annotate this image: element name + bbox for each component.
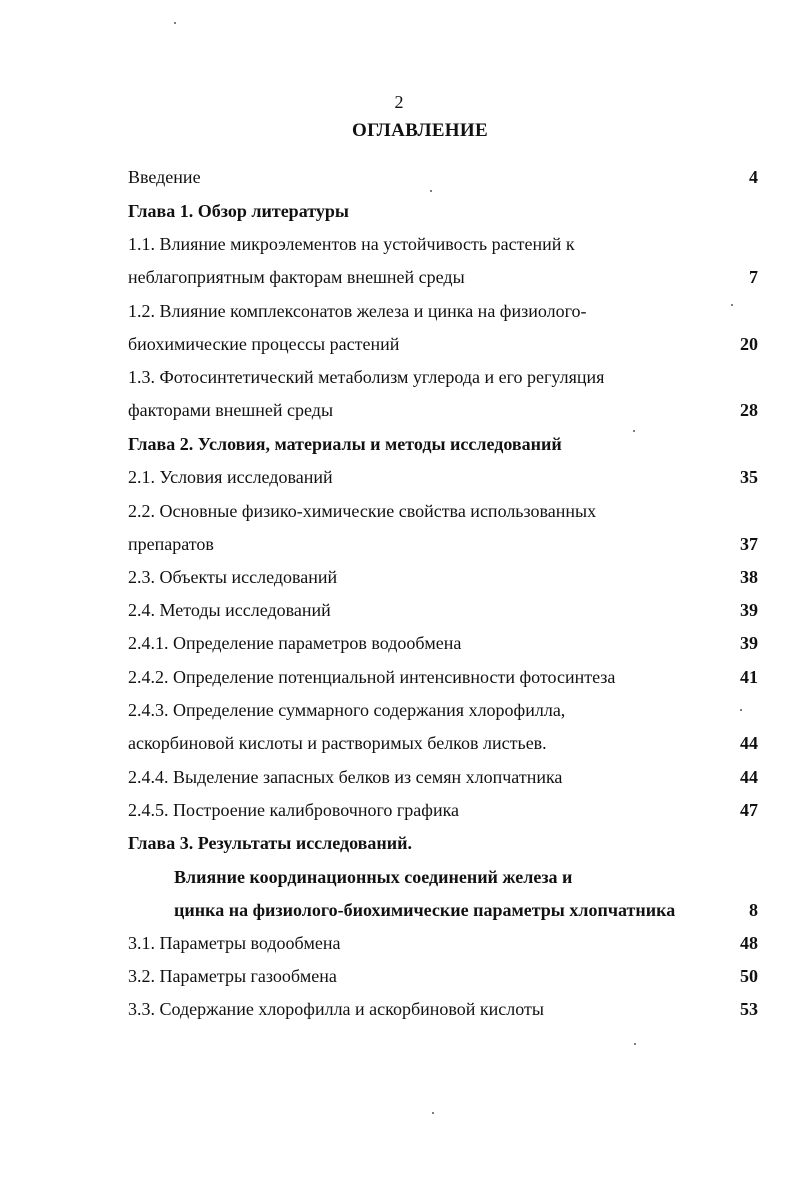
toc-entry-text: 1.2. Влияние комплексонатов железа и цинка на физиолого-: [128, 301, 587, 321]
toc-entry-page: 39: [740, 600, 758, 620]
scan-speck: [740, 709, 742, 711]
toc-entry-page: 41: [740, 667, 758, 687]
scan-speck: [430, 190, 432, 192]
toc-entry-text: Влияние координационных соединений железа и: [174, 867, 573, 887]
toc-entry-text: 2.4.5. Построение калибровочного графика: [128, 800, 460, 820]
toc-entry-page: 39: [740, 633, 758, 653]
toc-entry: [0, 397, 798, 423]
scan-speck: [634, 1043, 636, 1045]
scan-speck: [174, 22, 176, 24]
toc-entry-text: 2.4.4. Выделение запасных белков из семян хлопчатника: [128, 767, 563, 787]
toc-entry-text: 2.4.2. Определение потенциальной интенсивности фотосинтеза: [128, 667, 616, 687]
toc-entry-text: аскорбиновой кислоты и растворимых белков листьев.: [128, 733, 547, 753]
toc-entry-text: 2.3. Объекты исследований: [128, 567, 338, 587]
toc-entry-page: 53: [740, 999, 758, 1019]
toc-entry: [0, 697, 798, 723]
toc-entry: [0, 498, 798, 524]
toc-entry-text: 3.2. Параметры газообмена: [128, 966, 337, 986]
toc-entry: [0, 464, 798, 490]
toc-entry: [0, 664, 798, 690]
toc-entry-page: 35: [740, 467, 758, 487]
toc-entry-text: 2.4.1. Определение параметров водообмена: [128, 633, 462, 653]
toc-entry: [0, 630, 798, 656]
toc-entry-text: Глава 3. Результаты исследований.: [128, 833, 413, 853]
toc-entry-page: 47: [740, 800, 758, 820]
toc-chapter-subtitle: [0, 864, 798, 890]
toc-entry: [0, 564, 798, 590]
toc-entry-page: 37: [740, 534, 758, 554]
toc-entry-text: 1.3. Фотосинтетический метаболизм углерода и его регуляция: [128, 367, 605, 387]
toc-entry-text: Введение: [128, 167, 201, 187]
scan-speck: [633, 430, 635, 432]
toc-entry-text: факторами внешней среды: [128, 400, 334, 420]
toc-entry-page: 28: [740, 400, 758, 420]
scan-speck: [731, 304, 733, 306]
toc-entry: [0, 231, 798, 257]
toc-entry: [0, 331, 798, 357]
toc-entry-page: 4: [749, 167, 758, 187]
scan-speck: [432, 1112, 434, 1114]
toc-entry: [0, 996, 798, 1022]
toc-entry-text: 1.1. Влияние микроэлементов на устойчивость растений к: [128, 234, 575, 254]
toc-entry-page: 48: [740, 933, 758, 953]
toc-entry-text: 2.4. Методы исследований: [128, 600, 331, 620]
toc-entry: [0, 963, 798, 989]
toc-chapter-heading: [0, 830, 798, 856]
toc-entry: [0, 298, 798, 324]
toc-entry-text: неблагоприятным факторам внешней среды: [128, 267, 465, 287]
toc-entry-text: 3.3. Содержание хлорофилла и аскорбиновой кислоты: [128, 999, 544, 1019]
toc-chapter-heading: [0, 431, 798, 457]
toc-entry-text: 2.1. Условия исследований: [128, 467, 333, 487]
toc-entry-text: цинка на физиолого-биохимические параметры хлопчатника: [174, 900, 676, 920]
toc-entry-text: 2.2. Основные физико-химические свойства использованных: [128, 501, 597, 521]
toc-chapter-heading: [0, 198, 798, 224]
toc-entry-page: 44: [740, 767, 758, 787]
toc-entry: [0, 531, 798, 557]
toc-entry-page: 38: [740, 567, 758, 587]
toc-entry-page: 20: [740, 334, 758, 354]
toc-entry-text: 2.4.3. Определение суммарного содержания хлорофилла,: [128, 700, 566, 720]
toc-entry-text: препаратов: [128, 534, 214, 554]
toc-entry: [0, 797, 798, 823]
toc-entry-text: Глава 2. Условия, материалы и методы исследований: [128, 434, 562, 454]
toc-entry-page: 50: [740, 966, 758, 986]
toc-entry-page: 8: [749, 900, 758, 920]
toc-entry-page: 7: [749, 267, 758, 287]
toc-entry: [0, 764, 798, 790]
toc-entry: [0, 264, 798, 290]
toc-entry: [0, 364, 798, 390]
toc-entry: [0, 164, 798, 190]
page-number: 2: [394, 92, 404, 112]
toc-chapter-subtitle: [0, 897, 798, 923]
toc-entry: [0, 730, 798, 756]
toc-entry: [0, 597, 798, 623]
toc-entry: [0, 930, 798, 956]
toc-entry-text: 3.1. Параметры водообмена: [128, 933, 341, 953]
toc-entry-page: 44: [740, 733, 758, 753]
toc-title: ОГЛАВЛЕНИЕ: [352, 120, 488, 141]
toc-entry-text: биохимические процессы растений: [128, 334, 400, 354]
toc-entry-text: Глава 1. Обзор литературы: [128, 201, 349, 221]
